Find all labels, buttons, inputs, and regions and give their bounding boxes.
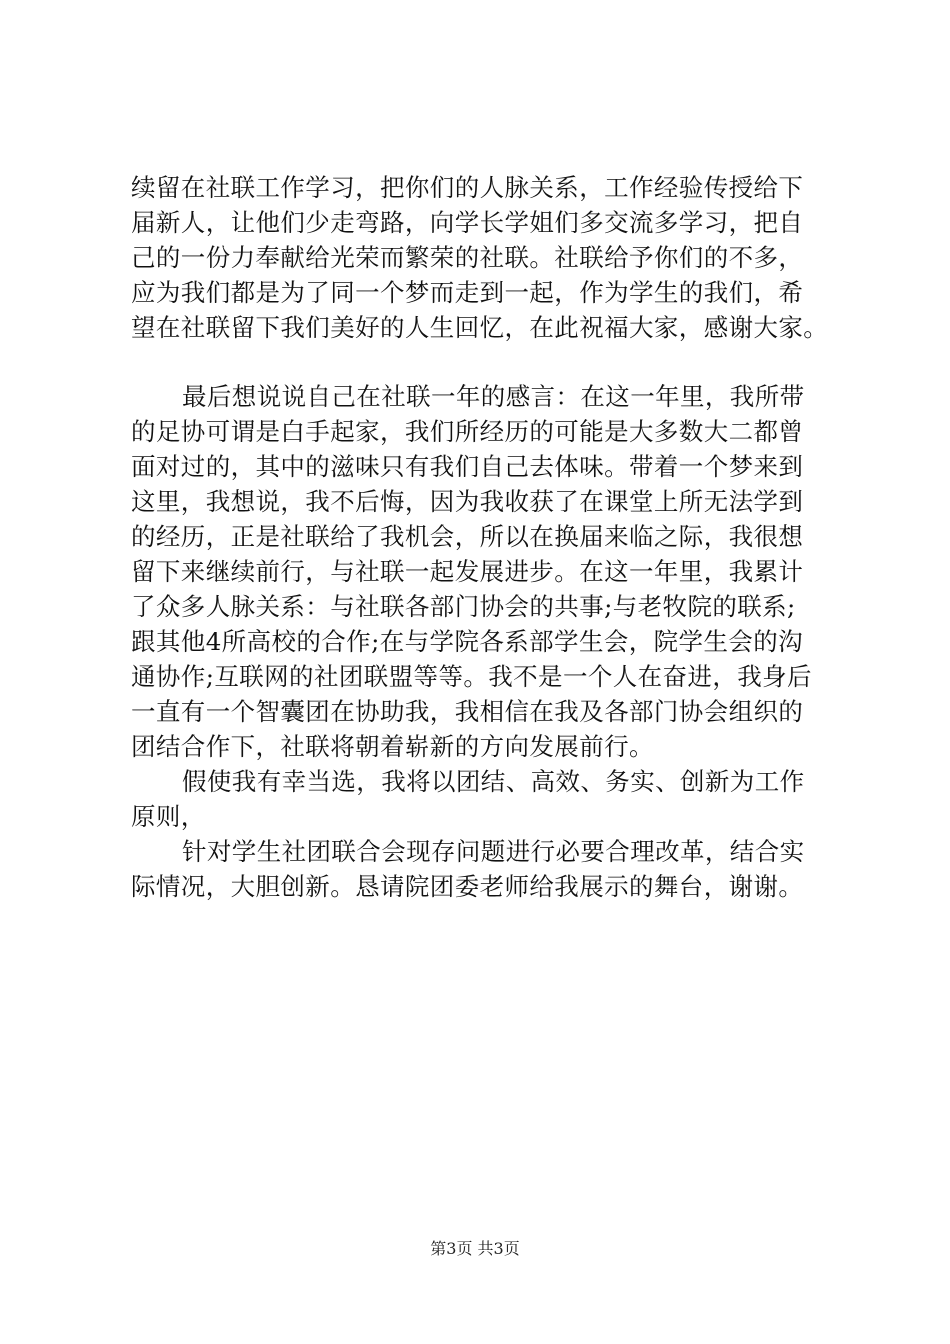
- text-line: 留下来继续前行，与社联一起发展进步。在这一年里，我累计: [131, 557, 804, 586]
- text-line: 一直有一个智囊团在协助我，我相信在我及各部门协会组织的: [131, 697, 804, 726]
- paragraph-closing-remarks: [131, 170, 831, 345]
- page-number-footer: 第3页 共3页: [430, 1239, 520, 1258]
- paragraph-principles: [131, 764, 831, 834]
- text-line: 续留在社联工作学习，把你们的人脉关系，工作经验传授给下: [131, 173, 804, 202]
- paragraph-reflections: [131, 379, 831, 764]
- text-line: 际情况，大胆创新。恳请院团委老师给我展示的舞台，谢谢。: [131, 872, 804, 901]
- text-line: 面对过的，其中的滋味只有我们自己去体味。带着一个梦来到: [131, 452, 804, 481]
- text-line: 的经历，正是社联给了我机会，所以在换届来临之际，我很想: [131, 522, 804, 551]
- text-line: 团结合作下，社联将朝着崭新的方向发展前行。: [131, 732, 654, 761]
- text-line: 跟其他4所高校的合作;在与学院各系部学生会，院学生会的沟: [131, 627, 804, 656]
- paragraph-spacer: [131, 345, 831, 379]
- text-line: 应为我们都是为了同一个梦而走到一起，作为学生的我们，希: [131, 278, 804, 307]
- text-line: 通协作;互联网的社团联盟等等。我不是一个人在奋进，我身后: [131, 662, 812, 691]
- text-line: 假使我有幸当选，我将以团结、高效、务实、创新为工作: [182, 767, 805, 796]
- text-line: 原则，: [131, 802, 206, 831]
- paragraph-reform: [131, 834, 831, 904]
- text-line: 针对学生社团联合会现存问题进行必要合理改革，结合实: [182, 837, 805, 866]
- text-line: 己的一份力奉献给光荣而繁荣的社联。社联给予你们的不多，: [131, 243, 804, 272]
- text-line: 届新人，让他们少走弯路，向学长学姐们多交流多学习，把自: [131, 208, 804, 237]
- text-line: 最后想说说自己在社联一年的感言：在这一年里，我所带: [182, 382, 805, 411]
- text-line: 望在社联留下我们美好的人生回忆，在此祝福大家，感谢大家。: [131, 313, 829, 342]
- text-line: 的足协可谓是白手起家，我们所经历的可能是大多数大二都曾: [131, 417, 804, 446]
- text-line: 这里，我想说，我不后悔，因为我收获了在课堂上所无法学到: [131, 487, 804, 516]
- text-line: 了众多人脉关系：与社联各部门协会的共事;与老牧院的联系;: [131, 592, 796, 621]
- document-body: [131, 170, 831, 904]
